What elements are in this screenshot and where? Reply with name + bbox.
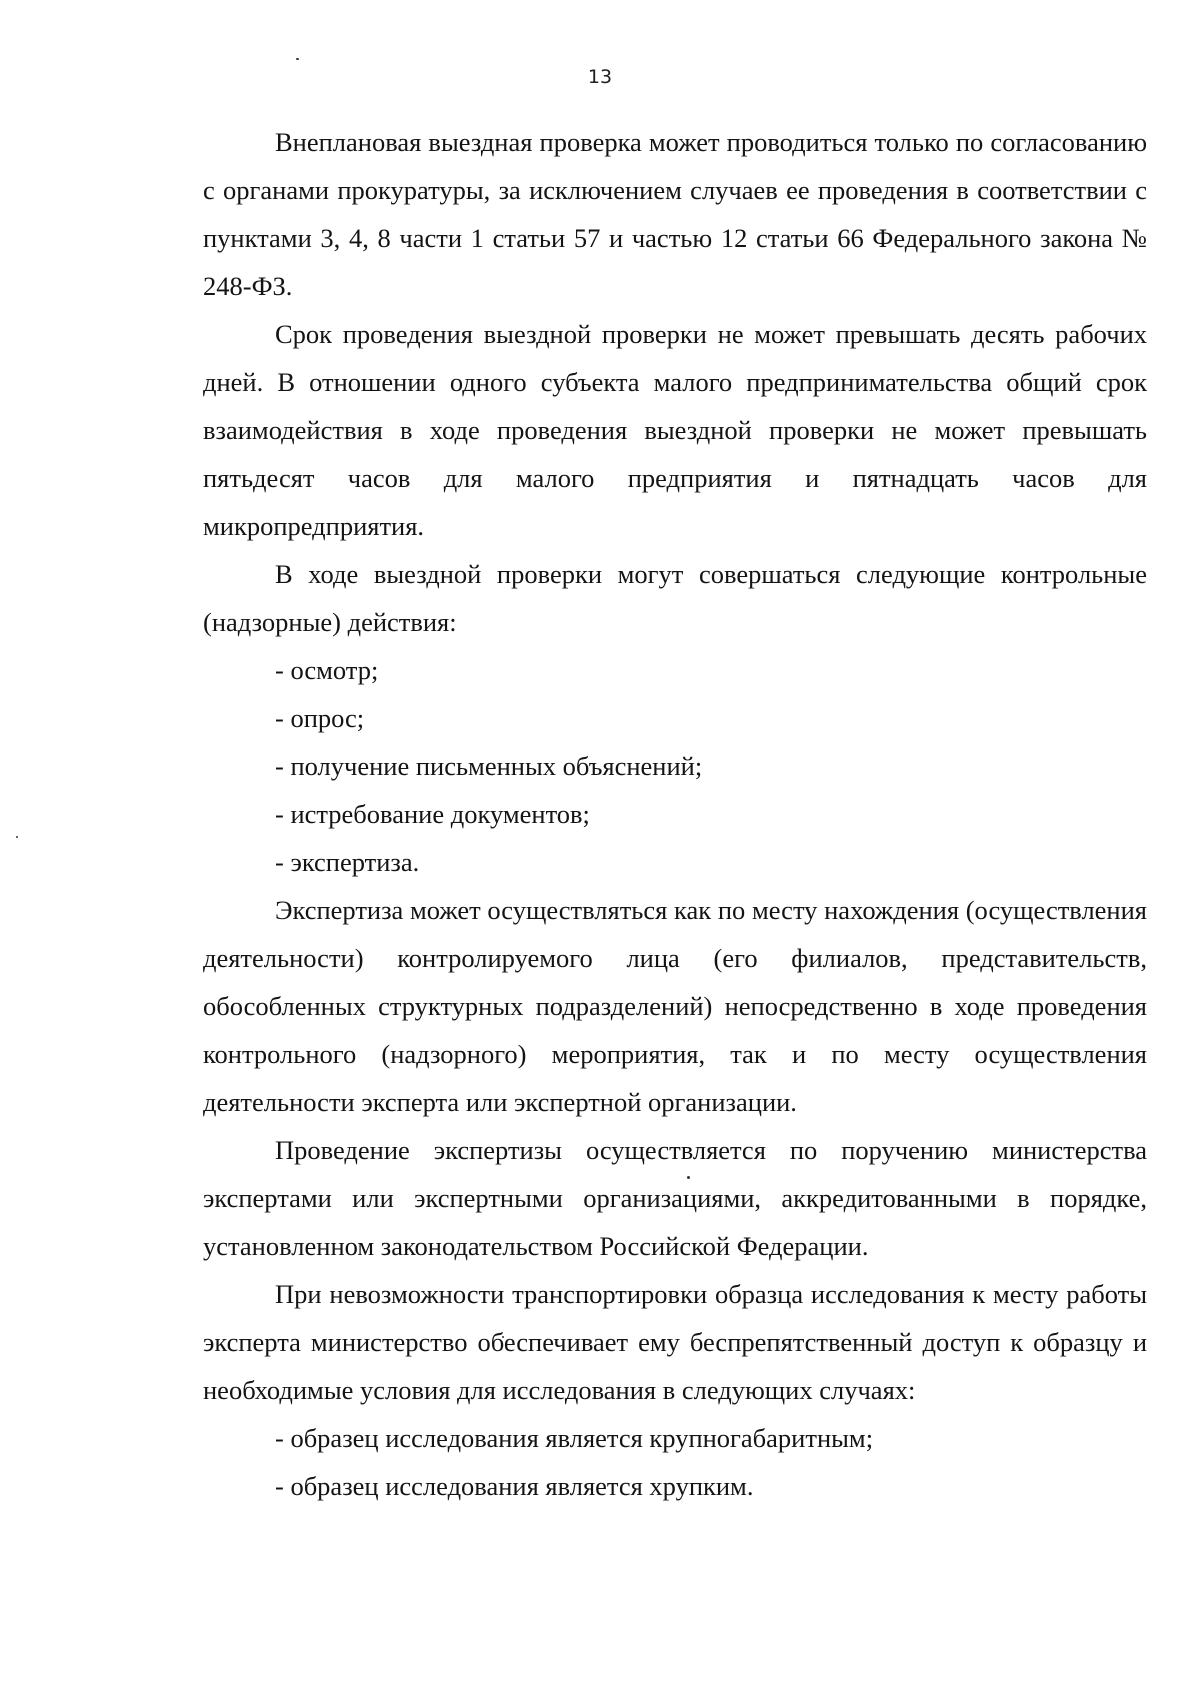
sample-cases-list [203,1414,1147,1510]
document-body [203,118,1147,1510]
paragraph-expertise-location: Экспертиза может осуществляться как по месту нахождения (осуществления деятельности) контролируемого лица (его филиалов, представительств, обособленных структурных подразделений) непосредственно в ходе проведения контрольного (надзорного) мероприятия, так и по месту осуществления деятельности эксперта или экспертной организации. [203,895,1147,1117]
list-item: - получение письменных объяснений; [275,751,703,781]
page-number: 13 [587,66,613,88]
list-item: - образец исследования является хрупким. [275,1471,754,1501]
paragraph-inspection-duration: Срок проведения выездной проверки не может превышать десять рабочих дней. В отношении одного субъекта малого предпринимательства общий срок взаимодействия в ходе проведения выездной проверки не может превышать пятьдесят часов для малого предприятия и пятнадцать часов для микропредприятия. [203,319,1147,541]
paragraph-unscheduled-inspection: Внеплановая выездная проверка может проводиться только по согласованию с органами прокуратуры, за исключением случаев ее проведения в соответствии с пунктами 3, 4, 8 части 1 статьи 57 и частью 12 статьи 66 Федерального закона № 248-ФЗ. [203,127,1147,301]
list-item: - экспертиза. [275,847,420,877]
control-actions-list [203,646,1147,886]
scan-speck [16,836,18,838]
list-item: - образец исследования является крупногабаритным; [275,1423,874,1453]
scan-speck [296,58,299,60]
paragraph-sample-transport: При невозможности транспортировки образца исследования к месту работы эксперта министерство обеспечивает ему беспрепятственный доступ к образцу и необходимые условия для исследования в следующих случаях: [203,1279,1147,1405]
paragraph-expertise-execution: Проведение экспертизы осуществляется по поручению министерства экспертами или экспертными организациями, аккредитованными в порядке, установленном законодательством Российской Федерации. [203,1135,1147,1261]
list-item: - опрос; [275,703,365,733]
list-item: - осмотр; [275,655,379,685]
list-item: - истребование документов; [275,799,590,829]
paragraph-control-actions-intro: В ходе выездной проверки могут совершаться следующие контрольные (надзорные) действия: [203,559,1147,637]
